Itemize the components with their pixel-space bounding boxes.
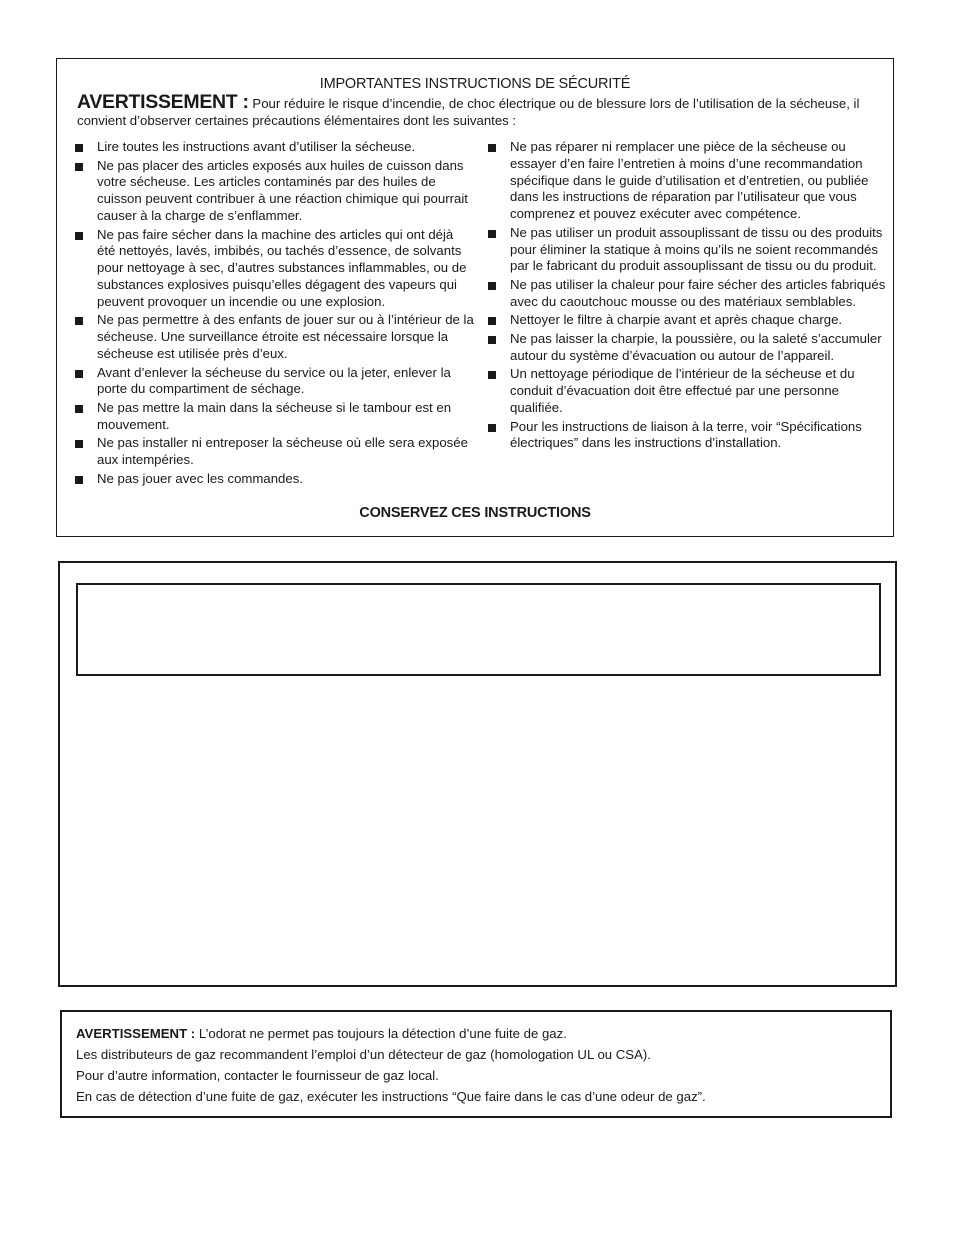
square-bullet-icon xyxy=(488,230,496,238)
odor-line-3: Pour d’autre information, contacter le fournisseur de gaz local. xyxy=(76,1068,439,1083)
list-item: Nettoyer le filtre à charpie avant et après chaque charge. xyxy=(488,312,888,329)
safety-list-left xyxy=(75,139,475,489)
list-item: Ne pas mettre la main dans la sécheuse si le tambour est en mouvement. xyxy=(75,400,475,434)
square-bullet-icon xyxy=(75,317,83,325)
gas-odor-warning-box xyxy=(60,1010,892,1118)
safety-title: IMPORTANTES INSTRUCTIONS DE SÉCURITÉ xyxy=(319,76,631,92)
gas-warning-header xyxy=(76,583,881,676)
safety-warning-intro xyxy=(77,91,867,129)
square-bullet-icon xyxy=(75,144,83,152)
square-bullet-icon xyxy=(488,371,496,379)
odor-line-2: Les distributeurs de gaz recommandent l’emploi d’un détecteur de gaz (homologation UL ou CSA). xyxy=(76,1047,651,1062)
square-bullet-icon xyxy=(488,144,496,152)
odor-line-1: AVERTISSEMENT : L’odorat ne permet pas toujours la détection d’une fuite de gaz. xyxy=(76,1026,567,1041)
list-item: Un nettoyage périodique de l’intérieur de la sécheuse et du conduit d’évacuation doit être effectué par une personne qualifiée. xyxy=(488,366,888,416)
warning-text: Pour réduire le risque d’incendie, de choc électrique ou de blessure lors de l’utilisation de la sécheuse, il convient d’observer certaines précautions élémentaires dont les suivantes : xyxy=(77,96,860,128)
list-item: Ne pas permettre à des enfants de jouer sur ou à l’intérieur de la sécheuse. Une surveillance étroite est nécessaire lorsque la sécheuse est utilisée près d’eux. xyxy=(75,312,475,362)
gas-warning-box xyxy=(58,561,897,987)
square-bullet-icon xyxy=(488,317,496,325)
list-item: Ne pas jouer avec les commandes. xyxy=(75,471,475,488)
list-item: Ne pas réparer ni remplacer une pièce de la sécheuse ou essayer d’en faire l’entretien à moins d’une recommandation spécifique dans le guide d’utilisation et d’entretien, ou publiée dans les instructions de réparation par l’utilisateur que vous comprenez et pouvez exécuter avec compétence. xyxy=(488,139,888,223)
list-item: Ne pas placer des articles exposés aux huiles de cuisson dans votre sécheuse. Les articles contaminés par des huiles de cuisson peuvent contribuer à une réaction chimique qui pourrait causer à la charge de s’enflammer. xyxy=(75,158,475,225)
square-bullet-icon xyxy=(488,282,496,290)
square-bullet-icon xyxy=(75,163,83,171)
list-item: Lire toutes les instructions avant d’utiliser la sécheuse. xyxy=(75,139,475,156)
square-bullet-icon xyxy=(488,336,496,344)
list-item: Avant d’enlever la sécheuse du service ou la jeter, enlever la porte du compartiment de séchage. xyxy=(75,365,475,399)
list-item: Ne pas installer ni entreposer la sécheuse où elle sera exposée aux intempéries. xyxy=(75,435,475,469)
odor-line-4: En cas de détection d’une fuite de gaz, exécuter les instructions “Que faire dans le cas d’une odeur de gaz”. xyxy=(76,1089,706,1104)
list-item: Ne pas utiliser un produit assouplissant de tissu ou des produits pour éliminer la statique à moins qu’ils ne soient recommandés par le fabricant du produit assouplissant de tissu ou du produit. xyxy=(488,225,888,275)
list-item: Ne pas laisser la charpie, la poussière, ou la saleté s’accumuler autour du système d’évacuation ou autour de l’appareil. xyxy=(488,331,888,365)
safety-list-right xyxy=(488,139,888,454)
odor-warning-word: AVERTISSEMENT : xyxy=(76,1026,196,1041)
safety-instructions-box xyxy=(56,58,894,537)
square-bullet-icon xyxy=(488,424,496,432)
warning-word: AVERTISSEMENT : xyxy=(77,91,249,113)
square-bullet-icon xyxy=(75,232,83,240)
list-item: Pour les instructions de liaison à la terre, voir “Spécifications électriques” dans les instructions d’installation. xyxy=(488,419,888,453)
list-item: Ne pas faire sécher dans la machine des articles qui ont déjà été nettoyés, lavés, imbibés, ou tachés d’essence, de solvants pour nettoyage à sec, d’autres substances inflammables, ou de substances explosives puisqu’elles dégagent des vapeurs qui peuvent provoquer un incendie ou une explosion. xyxy=(75,227,475,311)
square-bullet-icon xyxy=(75,476,83,484)
square-bullet-icon xyxy=(75,440,83,448)
square-bullet-icon xyxy=(75,370,83,378)
list-item: Ne pas utiliser la chaleur pour faire sécher des articles fabriqués avec du caoutchouc mousse ou des matériaux semblables. xyxy=(488,277,888,311)
safety-footer: CONSERVEZ CES INSTRUCTIONS xyxy=(359,505,591,521)
square-bullet-icon xyxy=(75,405,83,413)
